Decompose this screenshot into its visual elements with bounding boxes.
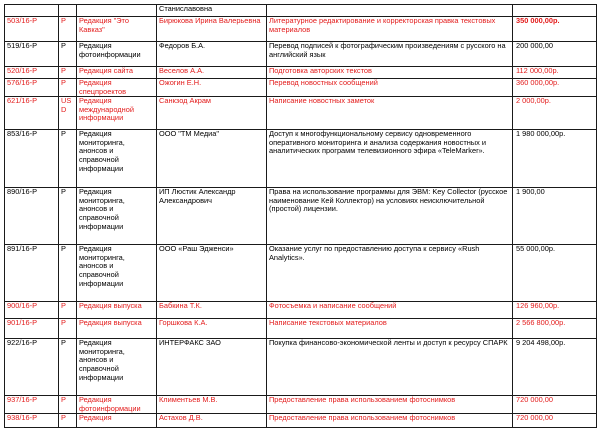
contractor-cell: Ожогин Е.Н.	[157, 79, 267, 97]
currency-type-cell: Р	[59, 42, 77, 67]
currency-type-cell: Р	[59, 414, 77, 428]
amount-cell: 720 000,00	[513, 414, 597, 428]
contractor-cell: Астахов Д.В.	[157, 414, 267, 428]
currency-type-cell: Р	[59, 67, 77, 79]
contract-number-cell: 503/16-Р	[5, 17, 59, 42]
currency-type-cell: Р	[59, 339, 77, 396]
amount-cell: 9 204 498,00р.	[513, 339, 597, 396]
department-cell: Редакция	[77, 414, 157, 428]
department-cell	[77, 5, 157, 17]
contractor-cell: Бабкина Т.К.	[157, 302, 267, 319]
contract-number-cell: 621/16-Р	[5, 97, 59, 130]
contractor-cell: Веселов А.А.	[157, 67, 267, 79]
contracts-table	[4, 4, 597, 428]
contractor-cell: ООО "ТМ Медиа"	[157, 130, 267, 188]
description-cell: Предоставление права использованием фотоснимков	[267, 396, 513, 414]
description-cell: Написание текстовых материалов	[267, 319, 513, 339]
description-cell: Права на использование программы для ЭВМ: Key Collector (русское наименование Кей Коллектор) на условиях неисключительной (простой) лицензии.	[267, 188, 513, 245]
contractor-cell: Бирюкова Ирина Валерьевна	[157, 17, 267, 42]
contract-number-cell: 890/16-Р	[5, 188, 59, 245]
currency-type-cell: Р	[59, 17, 77, 42]
contract-number-cell: 520/16-Р	[5, 67, 59, 79]
description-cell: Перевод новостных сообщений	[267, 79, 513, 97]
currency-type-cell: Р	[59, 302, 77, 319]
contract-number-cell: 519/16-Р	[5, 42, 59, 67]
table-row	[5, 79, 597, 97]
currency-type-cell: Р	[59, 79, 77, 97]
currency-type-cell: Р	[59, 396, 77, 414]
currency-type-cell: Р	[59, 188, 77, 245]
contract-number-cell: 891/16-Р	[5, 245, 59, 302]
contractor-cell: Федоров Б.А.	[157, 42, 267, 67]
amount-cell: 2 566 800,00р.	[513, 319, 597, 339]
contract-number-cell: 938/16-Р	[5, 414, 59, 428]
table-row	[5, 67, 597, 79]
contract-number-cell: 900/16-Р	[5, 302, 59, 319]
table-row	[5, 5, 597, 17]
contract-number-cell: 576/16-Р	[5, 79, 59, 97]
department-cell: Редакция выпуска	[77, 302, 157, 319]
table-row	[5, 97, 597, 130]
amount-cell: 1 900,00	[513, 188, 597, 245]
contract-number-cell: 853/16-Р	[5, 130, 59, 188]
description-cell	[267, 5, 513, 17]
contract-number-cell: 922/16-Р	[5, 339, 59, 396]
description-cell: Перевод подписей к фотографическим произведениям с русского на английский язык	[267, 42, 513, 67]
currency-type-cell	[59, 5, 77, 17]
amount-cell: 1 980 000,00р.	[513, 130, 597, 188]
contractor-cell: Климентьев М.В.	[157, 396, 267, 414]
contractor-cell: Горшкова К.А.	[157, 319, 267, 339]
department-cell: Редакция фотоинформации	[77, 42, 157, 67]
currency-type-cell: US D	[59, 97, 77, 130]
table-row	[5, 339, 597, 396]
description-cell: Фотосъемка и написание сообщений	[267, 302, 513, 319]
department-cell: Редакция спецпроектов	[77, 79, 157, 97]
contractor-cell: ООО «Раш Эдженси»	[157, 245, 267, 302]
amount-cell	[513, 5, 597, 17]
currency-type-cell: Р	[59, 130, 77, 188]
table-row	[5, 188, 597, 245]
description-cell: Покупка финансово-экономической ленты и доступ к ресурсу СПАРК	[267, 339, 513, 396]
amount-cell: 126 960,00р.	[513, 302, 597, 319]
description-cell: Литературное редактирование и корректорская правка текстовых материалов	[267, 17, 513, 42]
department-cell: Редакция мониторинга, анонсов и справочной информации	[77, 339, 157, 396]
contract-number-cell	[5, 5, 59, 17]
department-cell: Редакция выпуска	[77, 319, 157, 339]
table-row	[5, 319, 597, 339]
table-row	[5, 302, 597, 319]
amount-cell: 350 000,00р.	[513, 17, 597, 42]
amount-cell: 2 000,00р.	[513, 97, 597, 130]
amount-cell: 200 000,00	[513, 42, 597, 67]
department-cell: Редакция мониторинга, анонсов и справочной информации	[77, 188, 157, 245]
contractor-cell: ИП Люстик Александр Александрович	[157, 188, 267, 245]
table-row	[5, 130, 597, 188]
amount-cell: 360 000,00р.	[513, 79, 597, 97]
contract-number-cell: 901/16-Р	[5, 319, 59, 339]
table-row	[5, 245, 597, 302]
currency-type-cell: Р	[59, 319, 77, 339]
contractor-cell: Санкзод Акрам	[157, 97, 267, 130]
description-cell: Написание новостных заметок	[267, 97, 513, 130]
currency-type-cell: Р	[59, 245, 77, 302]
contractor-cell: Станиславовна	[157, 5, 267, 17]
table-row	[5, 17, 597, 42]
department-cell: Редакция фотоинформации	[77, 396, 157, 414]
contractor-cell: ИНТЕРФАКС ЗАО	[157, 339, 267, 396]
table-row	[5, 42, 597, 67]
description-cell: Подготовка авторских текстов	[267, 67, 513, 79]
department-cell: Редакция сайта	[77, 67, 157, 79]
table-row	[5, 396, 597, 414]
contract-number-cell: 937/16-Р	[5, 396, 59, 414]
department-cell: Редакция "Это Кавказ"	[77, 17, 157, 42]
department-cell: Редакция мониторинга, анонсов и справочной информации	[77, 130, 157, 188]
description-cell: Предоставление права использованием фотоснимков	[267, 414, 513, 428]
amount-cell: 55 000,00р.	[513, 245, 597, 302]
department-cell: Редакция международной информации	[77, 97, 157, 130]
amount-cell: 720 000,00	[513, 396, 597, 414]
amount-cell: 112 000,00р.	[513, 67, 597, 79]
table-body	[5, 5, 597, 428]
description-cell: Доступ к многофункциональному сервису одновременного оперативного мониторинга и анализа содержания новостных и аналитических программ телевизионного эфира «TeleMarker».	[267, 130, 513, 188]
description-cell: Оказание услуг по предоставлению доступа к сервису «Rush Analytics».	[267, 245, 513, 302]
department-cell: Редакция мониторинга, анонсов и справочной информации	[77, 245, 157, 302]
table-row	[5, 414, 597, 428]
